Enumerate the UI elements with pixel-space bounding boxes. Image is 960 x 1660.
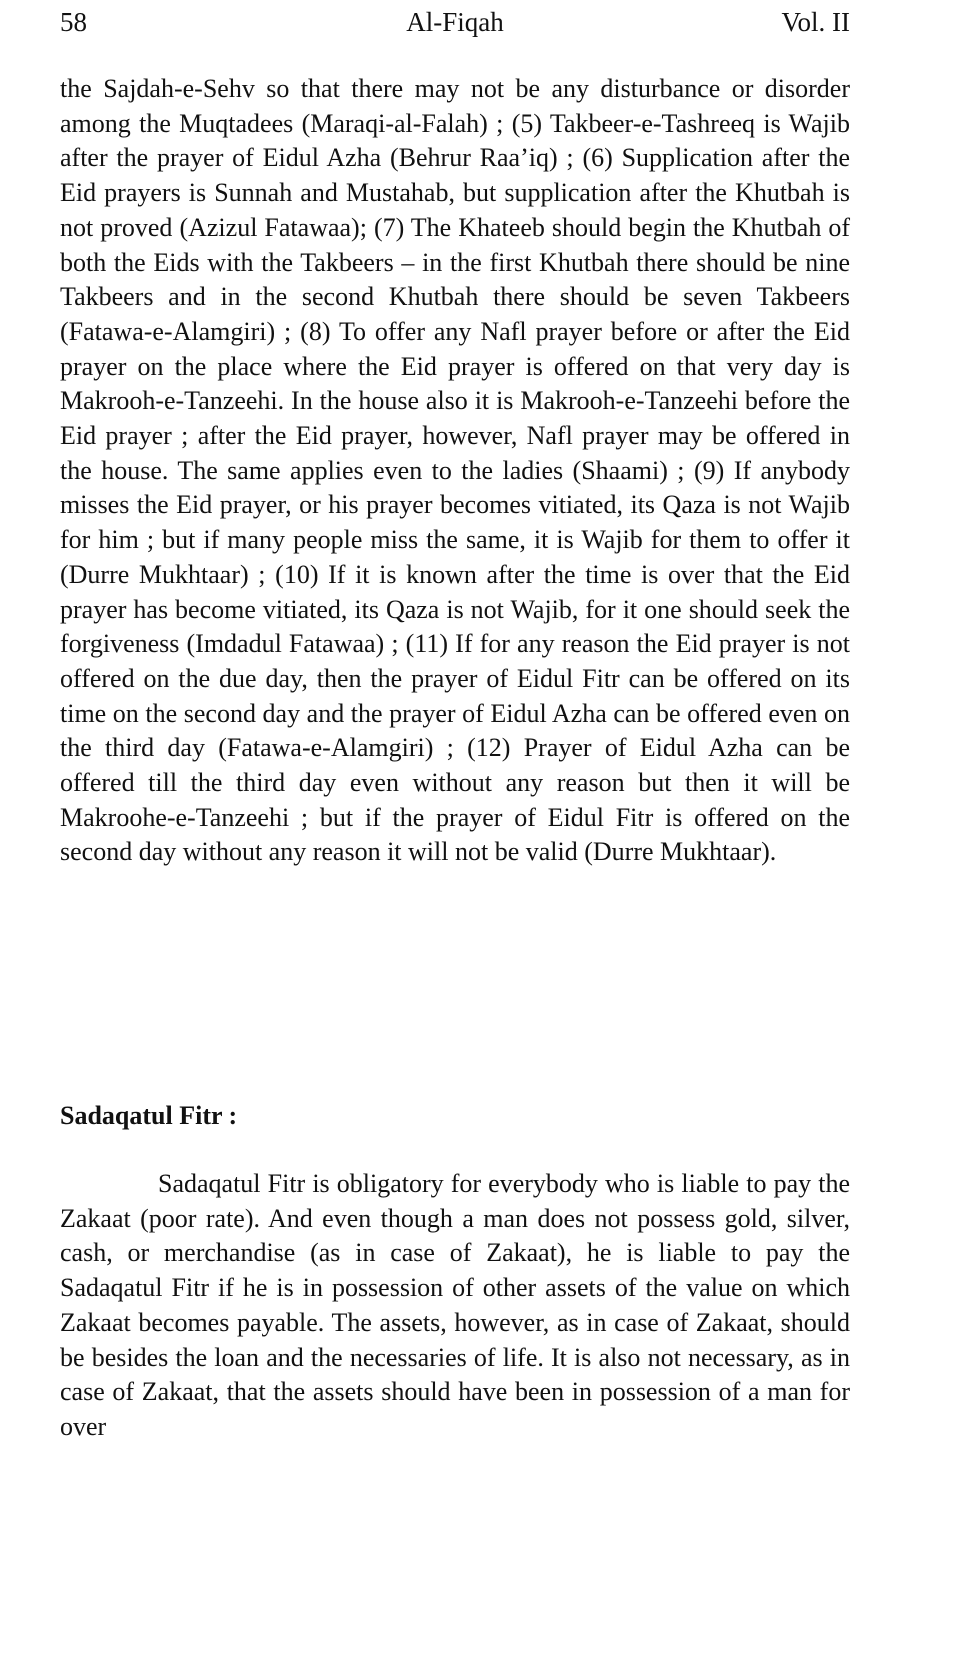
running-header bbox=[60, 0, 850, 44]
body-paragraph-sadaqatul-fitr: Sadaqatul Fitr is obligatory for everybody who is liable to pay the Zakaat (poor rate). And even though a man does not possess gold, silver, cash, or merchandise (as in case of Zakaat), he is liable to pay the Sadaqatul Fitr if he is in possession of other assets of the value on which Zakaat becomes payable. The assets, however, as in case of Zakaat, should be besides the loan and the necessaries of life. It is also not necessary, as in case of Zakaat, that the assets should have been in possession of a man for over bbox=[60, 1169, 850, 1441]
book-title: Al-Fiqah bbox=[406, 7, 504, 37]
volume-label: Vol. II bbox=[781, 7, 850, 37]
body-paragraph-eid-rulings: the Sajdah-e-Sehv so that there may not be any disturbance or disorder among the Muqtadees (Maraqi-al-Falah) ; (5) Takbeer-e-Tashreeq is Wajib after the prayer of Eidul Azha (Behrur Raa’iq) ; (6) Supplication after the Eid prayers is Sunnah and Mustahab, but supplication after the Khutbah is not proved (Azizul Fatawaa); (7) The Khateeb should begin the Khutbah of both the Eids with the Takbeers – in the first Khutbah there should be nine Takbeers and in the second Khutbah there should be seven Takbeers (Fatawa-e-Alamgiri) ; (8) To offer any Nafl prayer before or after the Eid prayer on the place where the Eid prayer is offered on that very day is Makrooh-e-Tanzeehi. In the house also it is Makrooh-e-Tanzeehi before the Eid prayer ; after the Eid prayer, however, Nafl prayer may be offered in the house. The same applies even to the ladies (Shaami) ; (9) If anybody misses the Eid prayer, or his prayer becomes vitiated, its Qaza is not Wajib for him ; but if many people miss the same, it is Wajib for them to offer it (Durre Mukhtaar) ; (10) If it is known after the time is over that the Eid prayer has become vitiated, its Qaza is not Wajib, for it one should seek the forgiveness (Imdadul Fatawaa) ; (11) If for any reason the Eid prayer is not offered on the due day, then the prayer of Eidul Fitr can be offered on its time on the second day and the prayer of Eidul Azha can be offered even on the third day (Fatawa-e-Alamgiri) ; (12) Prayer of Eidul Azha can be offered till the third day even without any reason but then it will be Makroohe-e-Tanzeehi ; but if the prayer of Eidul Fitr is offered on the second day without any reason it will not be valid (Durre Mukhtaar). bbox=[60, 74, 850, 867]
section-heading: Sadaqatul Fitr : bbox=[60, 1101, 238, 1130]
page-number: 58 bbox=[60, 7, 87, 37]
